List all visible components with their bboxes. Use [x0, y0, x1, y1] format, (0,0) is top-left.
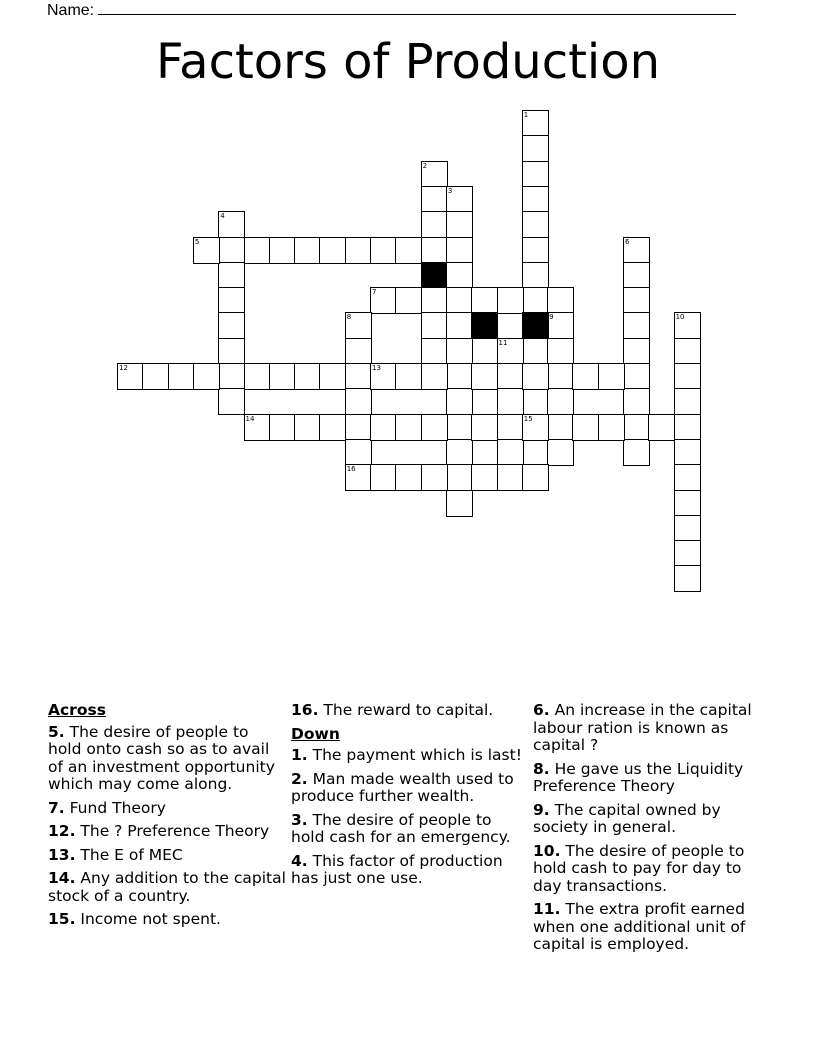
across-heading: Across [48, 701, 106, 719]
grid-cell[interactable] [269, 237, 296, 264]
black-cell [471, 312, 498, 339]
clue-item [533, 901, 765, 954]
clue-item-number: 7. [48, 798, 65, 817]
clue-item [533, 843, 765, 896]
grid-cell[interactable] [522, 363, 549, 390]
grid-cell[interactable] [446, 211, 473, 238]
clue-item-number: 14. [48, 869, 76, 887]
grid-cell[interactable] [522, 262, 549, 289]
across-clue-list [48, 724, 286, 929]
grid-cell[interactable] [497, 388, 524, 415]
grid-cell[interactable] [370, 237, 397, 264]
clue-number: 11 [498, 338, 508, 347]
grid-cell[interactable] [674, 540, 701, 567]
clue-item-text: The ? Preference Theory [75, 822, 270, 840]
clue-number: 14 [245, 414, 255, 423]
grid-cell[interactable] [345, 414, 372, 441]
grid-cell[interactable] [421, 211, 448, 238]
grid-cell[interactable] [446, 237, 473, 264]
clue-item-number: 6. [533, 701, 550, 719]
grid-cell[interactable] [345, 312, 372, 339]
clue-number: 3 [447, 186, 453, 195]
grid-cell[interactable] [421, 414, 448, 441]
grid-cell[interactable] [623, 338, 650, 365]
grid-cell[interactable] [471, 414, 498, 441]
grid-cell[interactable] [674, 338, 701, 365]
grid-cell[interactable] [421, 287, 448, 314]
grid-cell[interactable] [446, 287, 473, 314]
grid-cell[interactable] [497, 464, 524, 491]
grid-cell[interactable] [395, 414, 422, 441]
grid-cell[interactable] [345, 464, 372, 491]
grid-cell[interactable] [319, 237, 346, 264]
grid-cell[interactable] [218, 312, 245, 339]
clue-item-number: 8. [533, 759, 550, 778]
down-heading: Down [291, 724, 340, 743]
grid-cell[interactable] [193, 363, 220, 390]
grid-cell[interactable] [168, 363, 195, 390]
grid-cell[interactable] [370, 464, 397, 491]
grid-cell[interactable] [446, 262, 473, 289]
clues-column-1 [48, 702, 286, 935]
clue-number: 6 [625, 237, 630, 246]
clue-item [291, 771, 523, 806]
grid-cell[interactable] [471, 363, 498, 390]
grid-cell[interactable] [497, 439, 524, 466]
grid-cell[interactable] [370, 363, 397, 390]
black-cell [522, 312, 549, 339]
clue-item-number: 1. [291, 746, 308, 764]
clue-item-number: 9. [533, 800, 550, 819]
grid-cell[interactable] [598, 414, 625, 441]
grid-cell[interactable] [497, 287, 524, 314]
down-clue-list [291, 747, 523, 888]
clue-item-number: 11. [533, 900, 561, 918]
clue-item-number: 2. [291, 769, 308, 788]
grid-cell[interactable] [547, 388, 574, 415]
clue-number: 10 [675, 313, 685, 322]
grid-cell[interactable] [674, 439, 701, 466]
grid-cell[interactable] [218, 388, 245, 415]
grid-cell[interactable] [446, 439, 473, 466]
grid-cell[interactable] [547, 414, 574, 441]
clues-column-2 [291, 702, 523, 894]
grid-cell[interactable] [446, 338, 473, 365]
grid-cell[interactable] [218, 363, 245, 390]
grid-cell[interactable] [269, 363, 296, 390]
grid-cell[interactable] [522, 161, 549, 188]
clue-item-text: He gave us the Liquidity Preference Theory [533, 759, 744, 795]
clue-number: 1 [523, 111, 529, 119]
grid-cell[interactable] [421, 338, 448, 365]
grid-cell[interactable] [497, 363, 524, 390]
grid-cell[interactable] [345, 439, 372, 466]
grid-cell[interactable] [218, 211, 245, 238]
clue-item [48, 800, 286, 818]
clue-item-number: 12. [48, 822, 76, 840]
clue-item-text: The extra profit earned when one additional unit of capital is employed. [533, 900, 746, 953]
grid-cell[interactable] [547, 439, 574, 466]
grid-cell[interactable] [395, 363, 422, 390]
clues-column-3 [533, 702, 765, 960]
grid-cell[interactable] [244, 237, 271, 264]
clue-item-text: Any addition to the capital stock of a country. [48, 869, 286, 905]
grid-cell[interactable] [674, 490, 701, 517]
grid-cell[interactable] [370, 414, 397, 441]
grid-cell[interactable] [522, 211, 549, 238]
grid-cell[interactable] [395, 237, 422, 264]
clue-item-text: The E of MEC [75, 845, 183, 864]
grid-cell[interactable] [598, 363, 625, 390]
grid-cell[interactable] [142, 363, 169, 390]
clue-item [291, 853, 523, 888]
grid-cell[interactable] [572, 363, 599, 390]
grid-cell[interactable] [674, 388, 701, 415]
clue-number: 5 [194, 237, 200, 246]
grid-cell[interactable] [522, 237, 549, 264]
clue-number: 15 [523, 414, 533, 423]
grid-cell[interactable] [294, 414, 321, 441]
grid-cell[interactable] [294, 363, 321, 390]
grid-cell[interactable] [218, 262, 245, 289]
clue-number: 8 [346, 313, 352, 322]
grid-cell[interactable] [446, 388, 473, 415]
grid-cell[interactable] [522, 186, 549, 213]
name-label: Name: [47, 2, 95, 19]
clue-item [48, 847, 286, 865]
grid-cell[interactable] [218, 237, 245, 264]
across-clue-list-continued [291, 702, 523, 720]
grid-cell[interactable] [547, 312, 574, 339]
grid-cell[interactable] [421, 312, 448, 339]
grid-cell[interactable] [345, 363, 372, 390]
clue-item [48, 823, 286, 841]
grid-cell[interactable] [446, 464, 473, 491]
clue-item [291, 747, 523, 765]
clue-item [533, 702, 765, 755]
clue-item-text: The reward to capital. [318, 701, 494, 719]
clue-item-number: 3. [291, 810, 308, 829]
clue-number: 9 [549, 313, 554, 322]
clue-item-text: The payment which is last! [307, 746, 522, 764]
clue-item-text: Man made wealth used to produce further wealth. [291, 769, 514, 805]
grid-cell[interactable] [269, 414, 296, 441]
clue-number: 16 [346, 465, 356, 474]
grid-cell[interactable] [421, 186, 448, 213]
grid-cell[interactable] [471, 287, 498, 314]
clue-number: 13 [372, 364, 381, 372]
grid-cell[interactable] [421, 237, 448, 264]
clue-item-text: The desire of people to hold cash to pay for day to day transactions. [533, 841, 745, 895]
black-cell [421, 262, 448, 289]
clue-item-number: 13. [48, 845, 76, 864]
clue-item [48, 911, 286, 929]
grid-cell[interactable] [319, 414, 346, 441]
clue-item [533, 761, 765, 796]
clue-item-text: Fund Theory [64, 798, 166, 817]
grid-cell[interactable] [294, 237, 321, 264]
grid-cell[interactable] [446, 414, 473, 441]
grid-cell[interactable] [623, 287, 650, 314]
grid-cell[interactable] [244, 414, 271, 441]
grid-cell[interactable] [446, 312, 473, 339]
clue-number: 7 [372, 288, 377, 297]
grid-cell[interactable] [522, 464, 549, 491]
clue-item-number: 5. [48, 722, 65, 741]
grid-cell[interactable] [522, 110, 549, 137]
clue-item [533, 802, 765, 837]
clue-item-text: This factor of production has just one use. [291, 851, 503, 887]
clue-item-text: The capital owned by society in general. [533, 800, 721, 836]
clue-number: 2 [422, 161, 428, 170]
grid-cell[interactable] [244, 363, 271, 390]
grid-cell[interactable] [547, 338, 574, 365]
grid-cell[interactable] [674, 414, 701, 441]
grid-cell[interactable] [497, 414, 524, 441]
grid-cell[interactable] [623, 237, 650, 264]
clue-item [48, 870, 286, 905]
grid-cell[interactable] [218, 338, 245, 365]
grid-cell[interactable] [674, 515, 701, 542]
clue-item-number: 15. [48, 910, 76, 928]
clue-item [291, 812, 523, 847]
grid-cell[interactable] [623, 388, 650, 415]
grid-cell[interactable] [345, 338, 372, 365]
grid-cell[interactable] [446, 363, 473, 390]
grid-cell[interactable] [623, 439, 650, 466]
grid-cell[interactable] [522, 287, 549, 314]
grid-cell[interactable] [193, 237, 220, 264]
grid-cell[interactable] [674, 312, 701, 339]
grid-cell[interactable] [218, 287, 245, 314]
clue-item-text: The desire of people to hold cash for an emergency. [291, 810, 511, 846]
clue-number: 4 [220, 212, 225, 221]
grid-cell[interactable] [395, 287, 422, 314]
grid-cell[interactable] [446, 490, 473, 517]
grid-cell[interactable] [421, 464, 448, 491]
grid-cell[interactable] [522, 135, 549, 162]
grid-cell[interactable] [319, 363, 346, 390]
grid-cell[interactable] [547, 287, 574, 314]
clue-number: 12 [119, 364, 128, 372]
grid-cell[interactable] [345, 237, 372, 264]
grid-cell[interactable] [117, 363, 144, 390]
grid-cell[interactable] [370, 287, 397, 314]
grid-cell[interactable] [395, 464, 422, 491]
clue-item-number: 4. [291, 851, 308, 870]
grid-cell[interactable] [547, 363, 574, 390]
grid-cell[interactable] [623, 262, 650, 289]
clue-item-text: Income not spent. [75, 910, 221, 928]
grid-cell[interactable] [648, 414, 675, 441]
grid-cell[interactable] [623, 363, 650, 390]
grid-cell[interactable] [572, 414, 599, 441]
grid-cell[interactable] [623, 414, 650, 441]
grid-cell[interactable] [471, 464, 498, 491]
clue-item-text: The desire of people to hold onto cash so as to avail of an investment opportunity which may come along. [48, 722, 275, 793]
down-clue-list-continued [533, 702, 765, 954]
grid-cell[interactable] [522, 414, 549, 441]
grid-cell[interactable] [674, 565, 701, 592]
clue-item [48, 724, 286, 794]
clue-item [291, 702, 523, 720]
grid-cell[interactable] [345, 388, 372, 415]
grid-cell[interactable] [446, 186, 473, 213]
clue-item-number: 16. [291, 701, 319, 719]
grid-cell[interactable] [421, 363, 448, 390]
clue-item-text: An increase in the capital labour ration is known as capital ? [533, 701, 752, 754]
grid-cell[interactable] [623, 312, 650, 339]
clue-item-number: 10. [533, 841, 561, 860]
grid-cell[interactable] [421, 161, 448, 188]
grid-cell[interactable] [674, 464, 701, 491]
grid-cell[interactable] [497, 338, 524, 365]
grid-cell[interactable] [674, 363, 701, 390]
page-title: Factors of Production [155, 34, 661, 90]
